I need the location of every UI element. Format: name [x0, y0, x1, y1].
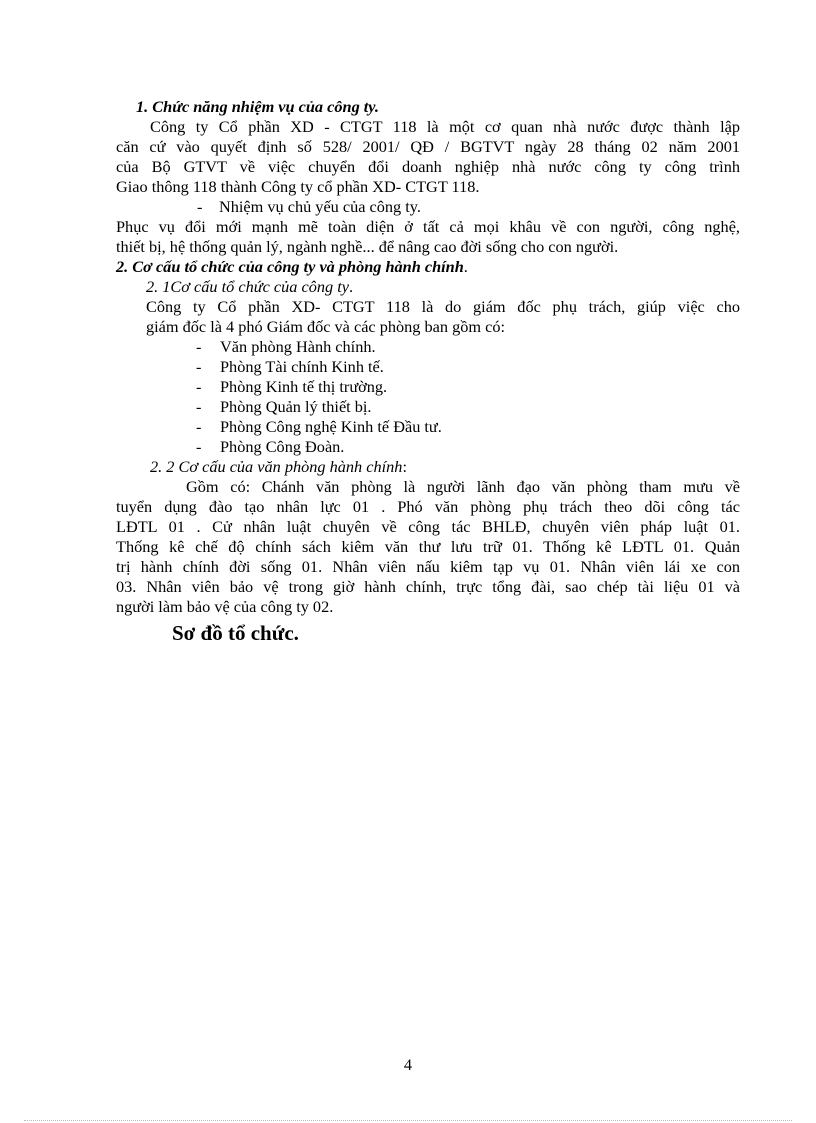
subsection-2-1-tail: .: [348, 277, 354, 296]
page-bottom-border: [24, 1120, 792, 1121]
department-name: Phòng Tài chính Kinh tế.: [220, 357, 384, 376]
department-list-item: [116, 437, 740, 457]
subsection-2-2-label: 2. 2 Cơ cấu của văn phòng hành chính: [150, 457, 403, 476]
task-list-item: [116, 197, 740, 217]
subsection-2-2-line: trị hành chính đời sống 01. Nhân viên nấu kiêm tạp vụ 01. Nhân viên lái xe con: [116, 557, 740, 576]
section-1-heading: 1. Chức năng nhiệm vụ của công ty.: [136, 97, 379, 116]
subsection-2-2-line: LĐTL 01 . Cử nhân luật chuyên về công tác BHLĐ, chuyên viên pháp luật 01.: [116, 517, 740, 536]
subsection-2-1-line: Công ty Cổ phần XD- CTGT 118 là do giám đốc phụ trách, giúp việc cho: [146, 297, 740, 316]
department-list-item: [116, 357, 740, 377]
department-name: Phòng Công nghệ Kinh tế Đầu tư.: [220, 417, 442, 436]
department-list-item: [116, 377, 740, 397]
department-name: Phòng Quản lý thiết bị.: [220, 397, 372, 416]
bullet-dash: -: [196, 337, 202, 356]
department-name: Phòng Công Đoàn.: [220, 437, 345, 456]
page-number: 4: [403, 1055, 413, 1074]
department-list-item: [116, 397, 740, 417]
bullet-dash: -: [196, 397, 202, 416]
org-chart-title: Sơ đồ tổ chức.: [172, 621, 299, 645]
section-2-heading-text: 2. Cơ cấu tổ chức của công ty và phòng hành chính: [116, 257, 464, 276]
bullet-dash: -: [196, 437, 202, 456]
task-description-line: Phục vụ đổi mới mạnh mẽ toàn diện ở tất cả mọi khâu về con người, công nghệ,: [116, 217, 740, 236]
section-2-heading-tail: .: [463, 257, 468, 276]
department-name: Văn phòng Hành chính.: [220, 337, 376, 356]
department-name: Phòng Kinh tế thị trường.: [220, 377, 388, 396]
subsection-2-2-line: người làm bảo vệ của công ty 02.: [116, 597, 334, 616]
bullet-dash: -: [196, 417, 202, 436]
section-1-paragraph-line: Công ty Cổ phần XD - CTGT 118 là một cơ quan nhà nước được thành lập: [150, 117, 740, 136]
section-1-paragraph-line: căn cứ vào quyết định số 528/ 2001/ QĐ / BGTVT ngày 28 tháng 02 năm 2001: [116, 137, 740, 156]
subsection-2-2-line: 03. Nhân viên bảo vệ trong giờ hành chính, trực tổng đài, sao chép tài liệu 01 và: [116, 577, 740, 596]
subsection-2-2-heading: [116, 457, 740, 477]
subsection-2-1-label: 2. 1Cơ cấu tổ chức của công ty: [146, 277, 349, 296]
task-item-label: Nhiệm vụ chủ yếu của công ty.: [219, 197, 421, 216]
subsection-2-2-line: Thống kê chế độ chính sách kiêm văn thư lưu trữ 01. Thống kê LĐTL 01. Quản: [116, 537, 740, 556]
subsection-2-2-tail: :: [402, 457, 407, 476]
task-description-line: thiết bị, hệ thống quản lý, ngành nghề... để nâng cao đời sống cho con người.: [116, 237, 619, 256]
subsection-2-1-heading: [116, 277, 740, 297]
subsection-2-2-line: Gồm có: Chánh văn phòng là người lãnh đạo văn phòng tham mưu về: [186, 477, 740, 496]
bullet-dash: -: [196, 357, 202, 376]
department-list-item: [116, 337, 740, 357]
subsection-2-2-line: tuyển dụng đào tạo nhân lực 01 . Phó văn phòng phụ trách theo dõi công tác: [116, 497, 740, 516]
subsection-2-1-line: giám đốc là 4 phó Giám đốc và các phòng ban gồm có:: [146, 317, 505, 336]
bullet-dash: -: [197, 197, 203, 216]
section-2-heading: [116, 257, 740, 277]
bullet-dash: -: [196, 377, 202, 396]
document-body: [116, 97, 740, 647]
section-1-paragraph-line: Giao thông 118 thành Công ty cổ phần XD- CTGT 118.: [116, 177, 480, 196]
section-1-paragraph-line: của Bộ GTVT về việc chuyển đổi doanh nghiệp nhà nước công ty công trình: [116, 157, 740, 176]
department-list-item: [116, 417, 740, 437]
